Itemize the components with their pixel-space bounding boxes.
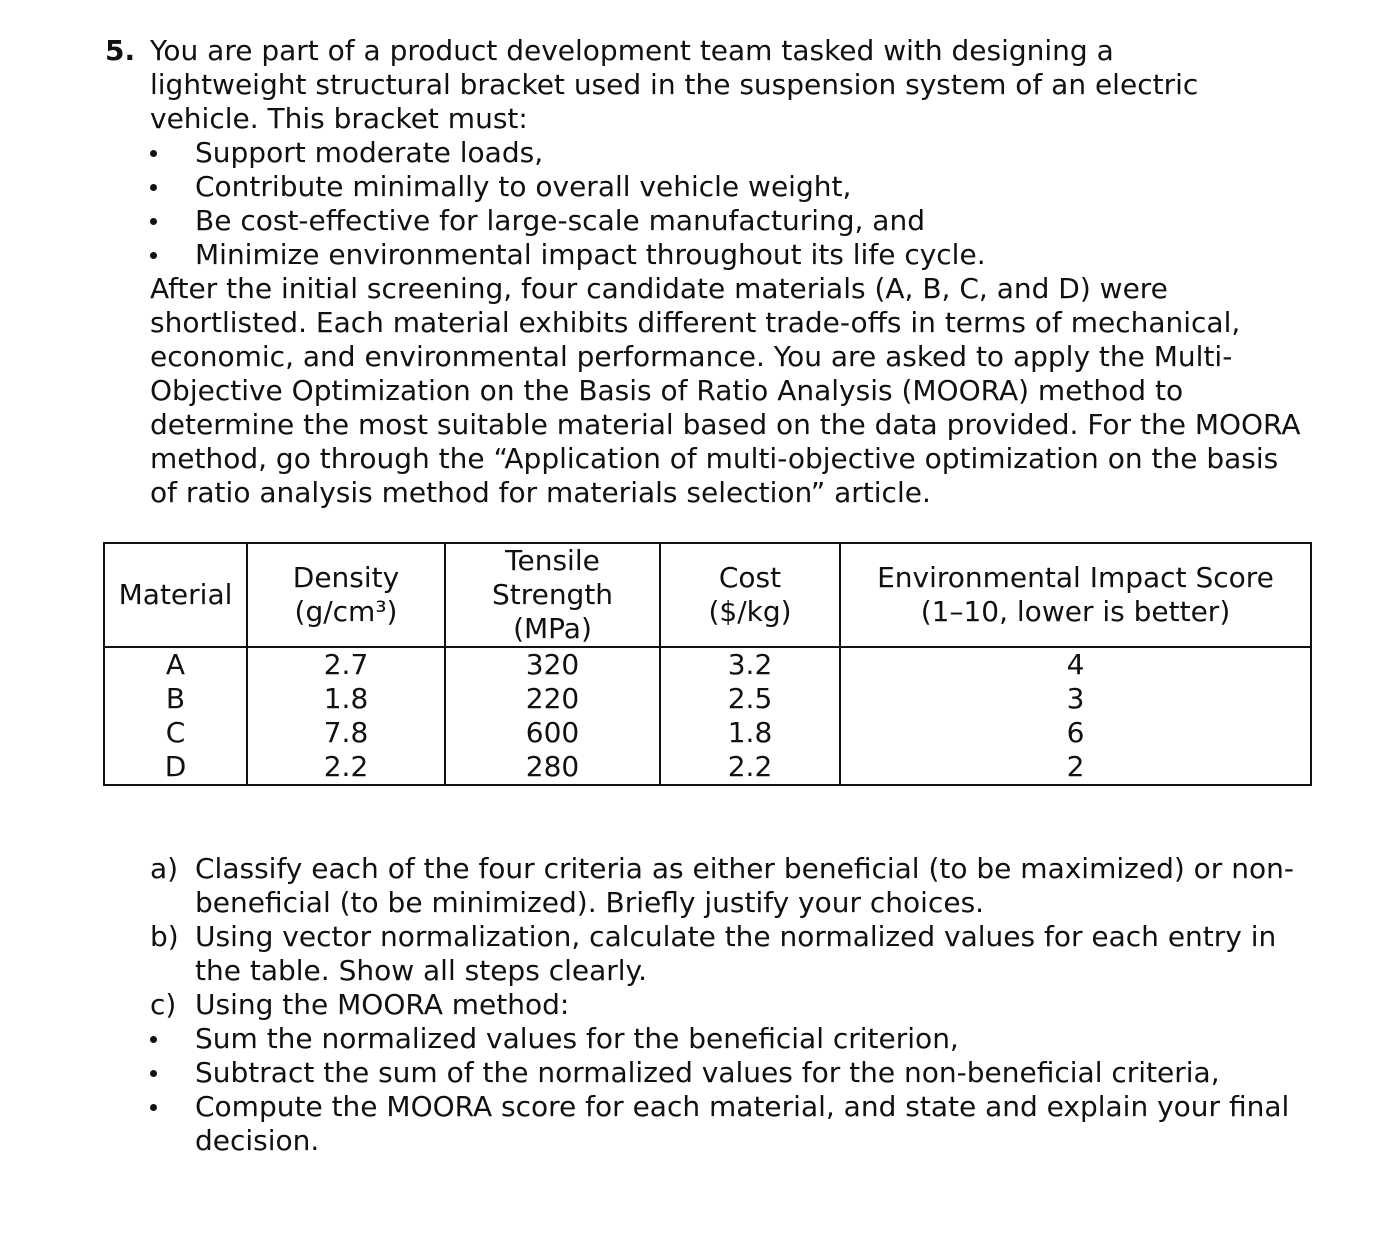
cell-cost: 2.5 [660,682,840,716]
part-line: beneficial (to be minimized). Briefly justify your choices. [195,886,985,919]
cell-environmental-impact: 3 [840,682,1311,716]
part-a [150,852,1350,920]
moora-step [150,1090,1350,1124]
context-line: determine the most suitable material based on the data provided. For the MOORA [150,408,1301,441]
cell-environmental-impact: 4 [840,647,1311,682]
intro-line: vehicle. This bracket must: [150,102,528,135]
cell-material: A [104,647,247,682]
bullet-icon [150,1070,157,1077]
moora-step-text: Subtract the sum of the normalized values for the non-beneficial criteria, [195,1056,1220,1089]
bullet-icon [150,1036,157,1043]
cell-tensile-strength: 600 [445,716,660,750]
table-row [104,647,1311,682]
header-line: Tensile [505,544,600,577]
bullet-icon [150,252,157,259]
cell-environmental-impact: 6 [840,716,1311,750]
part-line: Classify each of the four criteria as either beneficial (to be maximized) or non- [195,852,1294,885]
moora-step-continuation [150,1124,1350,1158]
requirement-text: Support moderate loads, [195,136,544,169]
part-line: Using vector normalization, calculate the normalized values for each entry in [195,920,1277,953]
moora-step [150,1022,1350,1056]
header-density [247,543,445,647]
question-parts [150,852,1350,1158]
moora-step-text: Sum the normalized values for the beneficial criterion, [195,1022,959,1055]
cell-tensile-strength: 320 [445,647,660,682]
header-line: Density [292,561,400,594]
requirement-item [150,136,1350,170]
cell-density: 2.2 [247,750,445,785]
part-label: b) [150,920,179,953]
context-line: of ratio analysis method for materials selection” article. [150,476,931,509]
header-line: (1–10, lower is better) [920,595,1231,628]
part-c [150,988,1350,1022]
requirement-item [150,170,1350,204]
part-line: Using the MOORA method: [195,988,570,1021]
cell-tensile-strength: 280 [445,750,660,785]
table-row [104,682,1311,716]
header-line: Cost [718,561,782,594]
cell-material: C [104,716,247,750]
cell-environmental-impact: 2 [840,750,1311,785]
cell-density: 2.7 [247,647,445,682]
intro-line: lightweight structural bracket used in the suspension system of an electric [150,68,1199,101]
header-environmental-impact [840,543,1311,647]
context-line: Objective Optimization on the Basis of Ratio Analysis (MOORA) method to [150,374,1184,407]
requirement-item [150,238,1350,272]
requirement-text: Be cost-effective for large-scale manufacturing, and [195,204,925,237]
part-label: a) [150,852,179,885]
cell-tensile-strength: 220 [445,682,660,716]
header-line: ($/kg) [708,595,792,628]
header-cost [660,543,840,647]
header-line: (g/cm³) [294,595,398,628]
part-b [150,920,1350,988]
table-row [104,750,1311,785]
cell-material: D [104,750,247,785]
table-header-row [104,543,1311,647]
materials-table [103,542,1312,786]
bullet-icon [150,1104,157,1111]
context-line: economic, and environmental performance. You are asked to apply the Multi- [150,340,1233,373]
context-line: shortlisted. Each material exhibits different trade-offs in terms of mechanical, [150,306,1241,339]
header-line: (MPa) [513,612,592,645]
cell-cost: 3.2 [660,647,840,682]
requirement-text: Minimize environmental impact throughout its life cycle. [195,238,986,271]
bullet-icon [150,184,157,191]
header-line: Material [118,578,233,611]
context-line: After the initial screening, four candidate materials (A, B, C, and D) were [150,272,1168,305]
header-material [104,543,247,647]
moora-step-text: decision. [195,1124,320,1157]
bullet-icon [150,150,157,157]
header-line: Strength [491,578,614,611]
cell-cost: 1.8 [660,716,840,750]
bullet-icon [150,218,157,225]
table-row [104,716,1311,750]
intro-line: You are part of a product development team tasked with designing a [150,34,1114,67]
moora-step [150,1056,1350,1090]
context-line: method, go through the “Application of multi-objective optimization on the basis [150,442,1279,475]
cell-cost: 2.2 [660,750,840,785]
header-line: Environmental Impact Score [877,561,1274,594]
cell-density: 7.8 [247,716,445,750]
question-number: 5. [105,34,136,67]
part-label: c) [150,988,177,1021]
header-tensile-strength [445,543,660,647]
requirement-text: Contribute minimally to overall vehicle weight, [195,170,852,203]
requirement-item [150,204,1350,238]
cell-density: 1.8 [247,682,445,716]
question-body [150,34,1350,510]
part-line: the table. Show all steps clearly. [195,954,648,987]
moora-step-text: Compute the MOORA score for each material, and state and explain your final [195,1090,1290,1123]
cell-material: B [104,682,247,716]
